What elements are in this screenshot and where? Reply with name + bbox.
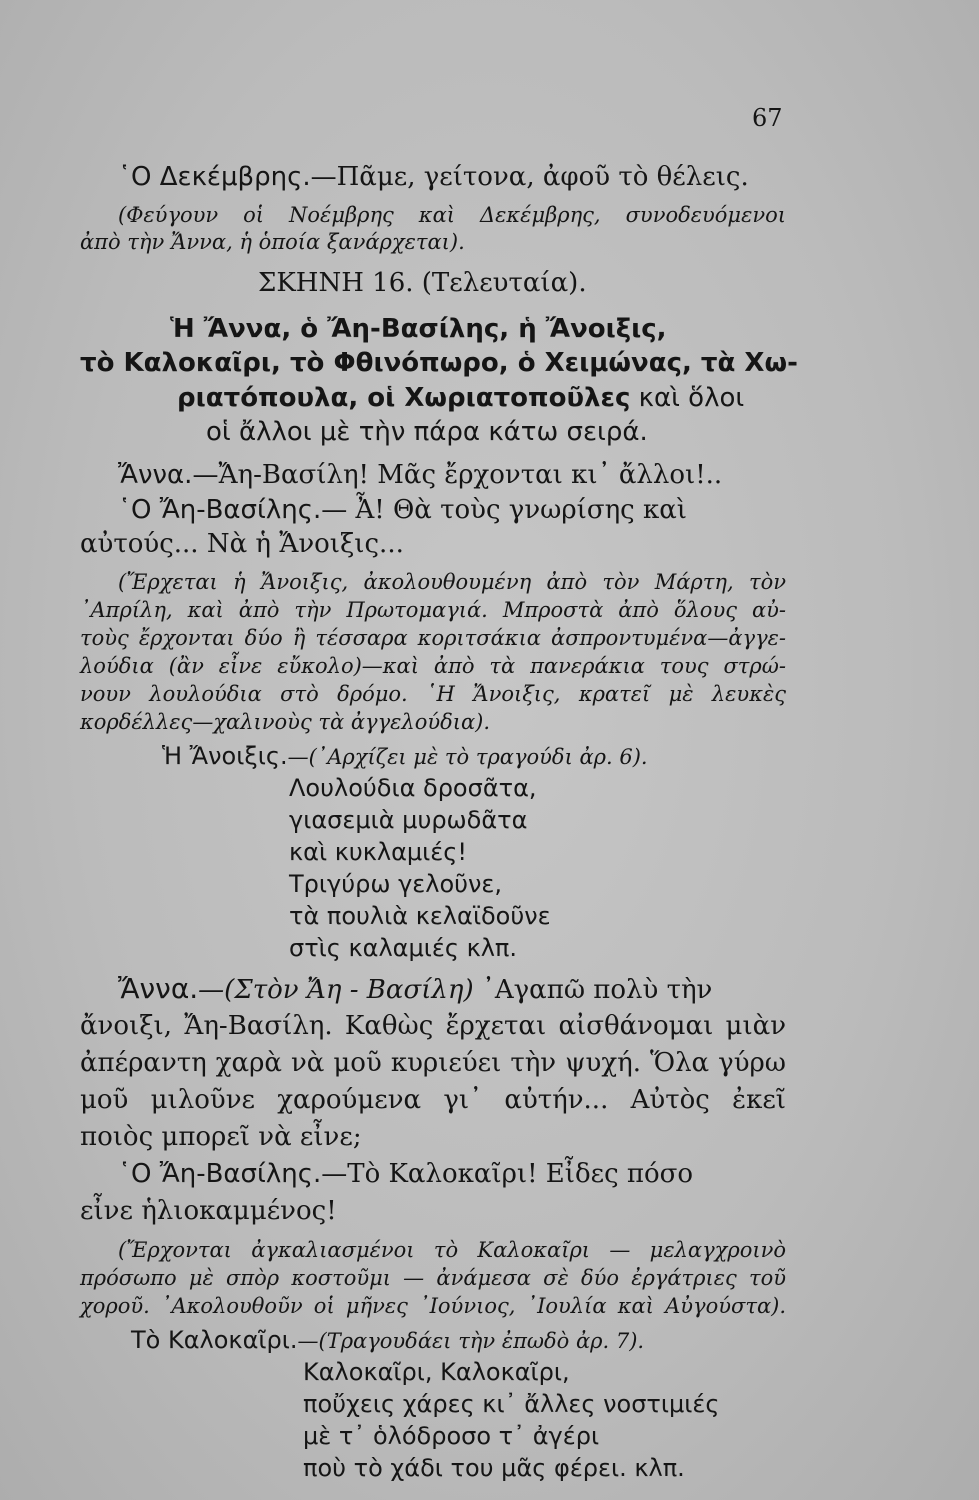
speech-line [118, 164, 749, 190]
speaker-name: Ἄννα. [118, 972, 199, 1005]
speech-line [118, 972, 713, 1005]
song-line: Τριγύρω γελοῦνε, [289, 870, 503, 898]
stage-direction-line: (Ἔρχεται ἡ Ἄνοιξις, ἀκολουθουμένη ἀπὸ τὸν Μάρτη, τὸν [118, 570, 786, 594]
stage-direction: —(᾽Αρχίζει μὲ τὸ τραγούδι ἀρ. 6). [287, 745, 648, 769]
song-line: ποὔχεις χάρες κι᾽ ἄλλες νοστιμιές [303, 1390, 720, 1418]
speech-text: μοῦ μιλοῦνε χαρούμενα γι᾽ αὐτήν... Αὐτὸς ἐκεῖ [80, 1085, 786, 1115]
speech-text: —Ἄη-Βασίλη! Μᾶς ἔρχονται κι᾽ ἄλλοι!.. [192, 460, 723, 490]
song-line: Λουλούδια δροσᾶτα, [289, 774, 537, 802]
cast-line [177, 385, 744, 411]
speaker-name: ῾Ο Ἄη-Βασίλης. [118, 1159, 322, 1189]
stage-direction-line: χοροῦ. ᾽Ακολουθοῦν οἱ μῆνες ᾽Ιούνιος, ᾽Ιουλία καὶ Αὐγούστα). [80, 1294, 786, 1318]
cast-line: Ἡ Ἄννα, ὁ Ἄη-Βασίλης, ἡ Ἄνοιξις, [170, 314, 667, 344]
stage-direction-line: (Ἔρχονται ἀγκαλιασμένοι τὸ Καλοκαῖρι — μελαγχροινὸ [118, 1238, 786, 1262]
cast-text: καὶ ὅλοι [630, 383, 745, 413]
stage-direction-line: τοὺς ἔρχονται δύο ἢ τέσσαρα κοριτσάκια ἀσπροντυμένα—ἀγγε- [80, 626, 786, 650]
stage-direction-line: νουν λουλούδια στὸ δρόμο. ῾Η Ἄνοιξις, κρατεῖ μὲ λευκὲς [80, 682, 786, 706]
speech-text: ἄνοιξι, Ἄη-Βασίλη. Καθὼς ἔρχεται αἰσθάνομαι μιὰν [80, 1011, 786, 1041]
song-line: Καλοκαῖρι, Καλοκαῖρι, [303, 1358, 570, 1386]
stage-direction-line: ᾽Απρίλη, καὶ ἀπὸ τὴν Πρωτομαγιά. Μπροστὰ ἀπὸ ὅλους αὐ- [80, 598, 786, 622]
speech-line [118, 497, 687, 523]
cast-line: τὸ Καλοκαῖρι, τὸ Φθινόπωρο, ὁ Χειμώνας, τὰ Χω- [80, 348, 798, 378]
speaker-name: Ἡ Ἄνοιξις. [162, 742, 288, 770]
stage-direction-line: πρόσωπο μὲ σπὸρ κοστοῦμι — ἀνάμεσα σὲ δύο ἐργάτριες τοῦ [80, 1266, 786, 1290]
speaker-name: Ἄννα. [118, 460, 193, 490]
speaker-name: Τὸ Καλοκαῖρι. [131, 1326, 298, 1354]
speech-line [118, 462, 722, 488]
song-line: τὰ πουλιὰ κελαϊδοῦνε [289, 902, 551, 930]
speech-line [162, 744, 648, 768]
song-line: γιασεμιὰ μυρωδᾶτα [289, 806, 528, 834]
song-line: καὶ κυκλαμιές! [289, 838, 467, 866]
speech-text: —Πᾶμε, γείτονα, ἀφοῦ τὸ θέλεις. [310, 162, 749, 192]
speech-text: αὐτούς... Νὰ ἡ Ἄνοιξις... [80, 529, 404, 559]
speech-text: ποιὸς μπορεῖ νὰ εἶνε; [80, 1122, 362, 1152]
speech-text: ἀπέραντη χαρὰ νὰ μοῦ κυριεύει τὴν ψυχή. Ὅλα γύρω [80, 1048, 786, 1078]
stage-direction-line: κορδέλλες—χαλινοὺς τὰ ἀγγελούδια). [80, 710, 491, 734]
stage-direction-line: ἀπὸ τὴν Ἄννα, ἡ ὁποία ξανάρχεται). [80, 230, 465, 254]
song-line: στὶς καλαμιές κλπ. [289, 934, 517, 962]
scene-heading: ΣΚΗΝΗ 16. (Τελευταία). [258, 268, 587, 298]
page-number: 67 [752, 104, 783, 132]
speech-text: — Ἆ! Θὰ τοὺς γνωρίσης καὶ [321, 495, 687, 525]
cast-line: οἱ ἄλλοι μὲ τὴν πάρα κάτω σειρά. [206, 417, 648, 447]
speaker-name: ῾Ο Δεκέμβρης. [118, 162, 311, 192]
song-line: μὲ τ᾽ ὁλόδροσο τ᾽ ἀγέρι [303, 1422, 600, 1450]
stage-direction-line: λούδια (ἂν εἶνε εὔκολο)—καὶ ἀπὸ τὰ πανεράκια τους στρώ- [80, 654, 786, 678]
cast-names: ριατόπουλα, οἱ Χωριατοποῦλες [177, 383, 631, 413]
stage-direction-line: (Φεύγουν οἱ Νοέμβρης καὶ Δεκέμβρης, συνοδευόμενοι [118, 203, 786, 227]
speech-text: εἶνε ἡλιοκαμμένος! [80, 1196, 337, 1226]
song-line: ποὺ τὸ χάδι του μᾶς φέρει. κλπ. [303, 1454, 685, 1482]
speech-text: —Τὸ Καλοκαῖρι! Εἶδες πόσο [321, 1159, 694, 1189]
speech-line [118, 1161, 693, 1187]
stage-direction: —(Τραγουδάει τὴν ἐπωδὸ ἀρ. 7). [297, 1329, 645, 1353]
speech-line [131, 1328, 644, 1352]
stage-direction: —(Στὸν Ἄη - Βασίλη) [198, 975, 474, 1005]
speech-text: ᾽Αγαπῶ πολὺ τὴν [473, 975, 713, 1005]
speaker-name: ῾Ο Ἄη-Βασίλης. [118, 495, 322, 525]
